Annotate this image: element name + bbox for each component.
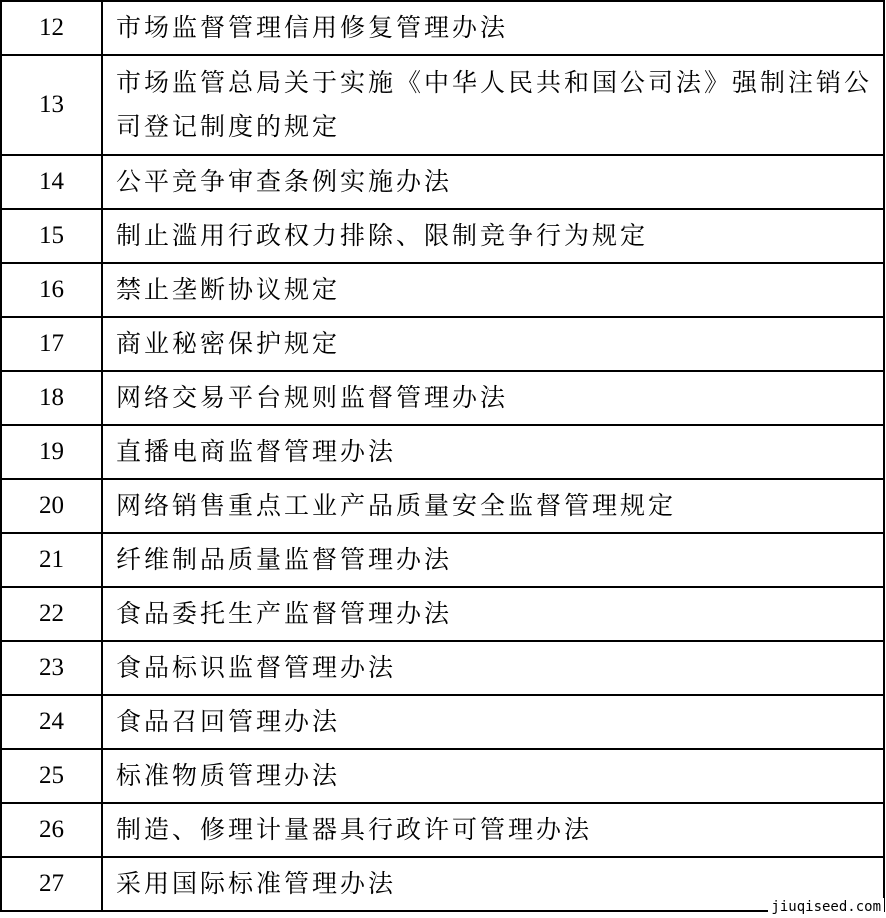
row-number: 16 bbox=[1, 263, 102, 317]
row-number: 27 bbox=[1, 857, 102, 911]
row-number: 21 bbox=[1, 533, 102, 587]
table-row bbox=[1, 55, 884, 155]
table-row bbox=[1, 371, 884, 425]
regulation-title: 食品委托生产监督管理办法 bbox=[102, 587, 884, 641]
table-row bbox=[1, 641, 884, 695]
table-row bbox=[1, 1, 884, 55]
table-row bbox=[1, 479, 884, 533]
regulation-title: 纤维制品质量监督管理办法 bbox=[102, 533, 884, 587]
table-row bbox=[1, 263, 884, 317]
row-number: 23 bbox=[1, 641, 102, 695]
row-number: 13 bbox=[1, 55, 102, 155]
row-number: 17 bbox=[1, 317, 102, 371]
regulation-title: 直播电商监督管理办法 bbox=[102, 425, 884, 479]
regulation-title: 食品召回管理办法 bbox=[102, 695, 884, 749]
table-row bbox=[1, 749, 884, 803]
row-number: 22 bbox=[1, 587, 102, 641]
regulation-title: 制止滥用行政权力排除、限制竞争行为规定 bbox=[102, 209, 884, 263]
row-number: 24 bbox=[1, 695, 102, 749]
watermark-text: jiuqiseed.com bbox=[768, 898, 884, 916]
row-number: 18 bbox=[1, 371, 102, 425]
table-row bbox=[1, 317, 884, 371]
table-row bbox=[1, 695, 884, 749]
regulation-title: 市场监管总局关于实施《中华人民共和国公司法》强制注销公司登记制度的规定 bbox=[102, 55, 884, 155]
row-number: 25 bbox=[1, 749, 102, 803]
regulation-title: 网络交易平台规则监督管理办法 bbox=[102, 371, 884, 425]
regulation-title: 食品标识监督管理办法 bbox=[102, 641, 884, 695]
row-number: 20 bbox=[1, 479, 102, 533]
table-row bbox=[1, 155, 884, 209]
table-row bbox=[1, 803, 884, 857]
regulation-title: 禁止垄断协议规定 bbox=[102, 263, 884, 317]
table-row bbox=[1, 857, 884, 911]
row-number: 19 bbox=[1, 425, 102, 479]
regulation-title: 市场监督管理信用修复管理办法 bbox=[102, 1, 884, 55]
regulation-title: 公平竞争审查条例实施办法 bbox=[102, 155, 884, 209]
regulation-title: 采用国际标准管理办法 bbox=[102, 857, 884, 911]
row-number: 14 bbox=[1, 155, 102, 209]
row-number: 12 bbox=[1, 1, 102, 55]
regulation-title: 商业秘密保护规定 bbox=[102, 317, 884, 371]
table-row bbox=[1, 533, 884, 587]
row-number: 15 bbox=[1, 209, 102, 263]
regulation-title: 网络销售重点工业产品质量安全监督管理规定 bbox=[102, 479, 884, 533]
row-number: 26 bbox=[1, 803, 102, 857]
table-row bbox=[1, 425, 884, 479]
regulation-title: 制造、修理计量器具行政许可管理办法 bbox=[102, 803, 884, 857]
table-row bbox=[1, 209, 884, 263]
table-row bbox=[1, 587, 884, 641]
regulation-title: 标准物质管理办法 bbox=[102, 749, 884, 803]
